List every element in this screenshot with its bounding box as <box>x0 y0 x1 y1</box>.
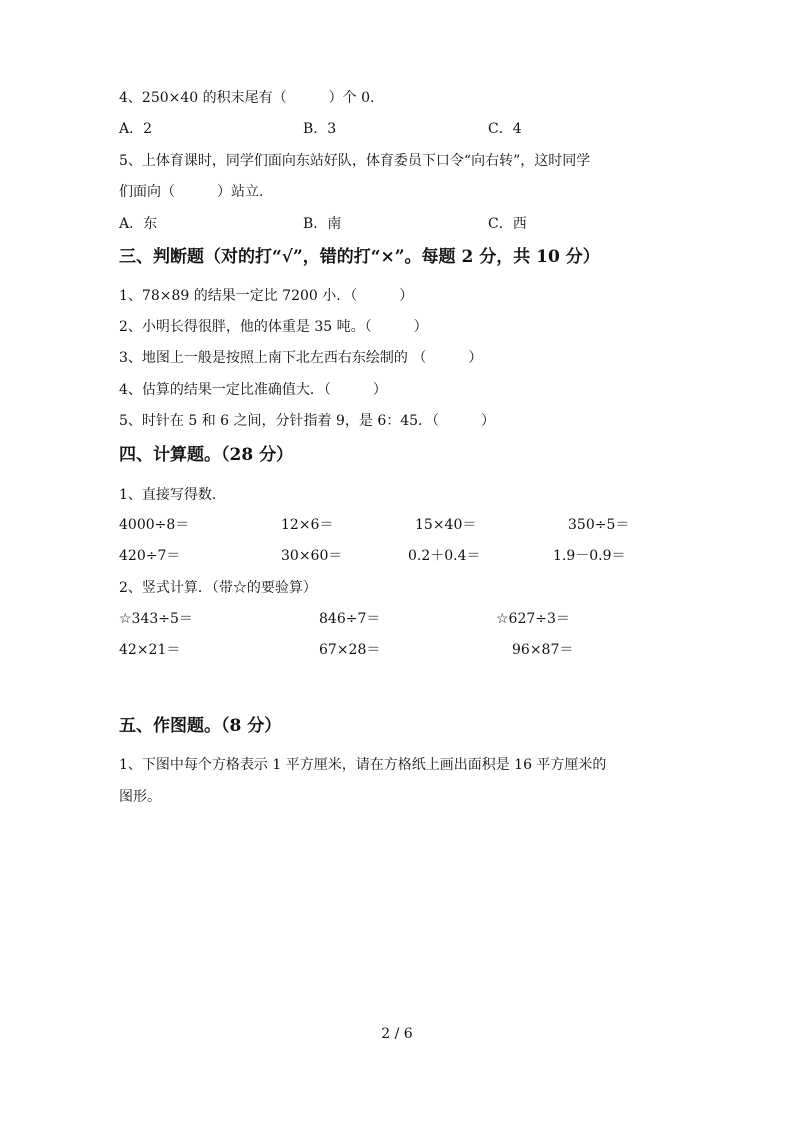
judge-item-2: 2、小明长得很胖，他的体重是 35 吨。（ ） <box>119 319 428 335</box>
calc-item: 0.2＋0.4＝ <box>408 548 481 564</box>
calc-item: 1.9－0.9＝ <box>553 548 626 564</box>
vertical-calc-item: ☆343÷5＝ <box>119 611 193 627</box>
calc-item: 420÷7＝ <box>119 548 181 564</box>
q4-option-a: A．2 <box>119 121 153 137</box>
q5-option-a: A．东 <box>119 216 158 232</box>
vertical-calc-item: 42×21＝ <box>119 642 181 658</box>
judge-item-3: 3、地图上一般是按照上南下北左西右东绘制的 （ ） <box>119 350 483 366</box>
vertical-calc-item: 846÷7＝ <box>319 611 381 627</box>
question-5-line2: 们面向（ ）站立. <box>119 184 264 200</box>
q4-option-b: B．3 <box>303 121 337 137</box>
q5-option-b: B．南 <box>303 216 342 232</box>
calc-item: 12×6＝ <box>281 517 334 533</box>
vertical-calc-item: 96×87＝ <box>512 642 574 658</box>
question-4: 4、250×40 的积末尾有（ ）个 0. <box>119 90 375 106</box>
calc-item: 350÷5＝ <box>568 517 630 533</box>
judge-item-1: 1、78×89 的结果一定比 7200 小．（ ） <box>119 288 414 304</box>
drawing-question-line2: 图形。 <box>119 789 161 805</box>
section-4-heading: 四、计算题。（28 分） <box>119 445 294 465</box>
judge-item-4: 4、估算的结果一定比准确值大．（ ） <box>119 382 387 398</box>
q5-option-c: C．西 <box>488 216 527 232</box>
vertical-calc-item: 67×28＝ <box>319 642 381 658</box>
calc-subheading-2: 2、竖式计算．（带☆的要验算） <box>119 580 317 596</box>
calc-item: 30×60＝ <box>281 548 343 564</box>
page-number: 2 / 6 <box>381 1026 413 1042</box>
question-5-line1: 5、上体育课时，同学们面向东站好队，体育委员下口令“向右转”，这时同学 <box>119 153 591 169</box>
calc-subheading-1: 1、直接写得数. <box>119 487 217 503</box>
section-3-heading: 三、判断题（对的打“√”，错的打“×”。每题 2 分，共 10 分） <box>119 247 600 267</box>
calc-item: 15×40＝ <box>415 517 477 533</box>
drawing-question-line1: 1、下图中每个方格表示 1 平方厘米，请在方格纸上画出面积是 16 平方厘米的 <box>119 757 607 773</box>
calc-item: 4000÷8＝ <box>119 517 190 533</box>
section-5-heading: 五、作图题。（8 分） <box>119 716 282 736</box>
q4-option-c: C．4 <box>488 121 522 137</box>
judge-item-5: 5、时针在 5 和 6 之间，分针指着 9，是 6：45．（ ） <box>119 413 496 429</box>
vertical-calc-item: ☆627÷3＝ <box>496 611 570 627</box>
